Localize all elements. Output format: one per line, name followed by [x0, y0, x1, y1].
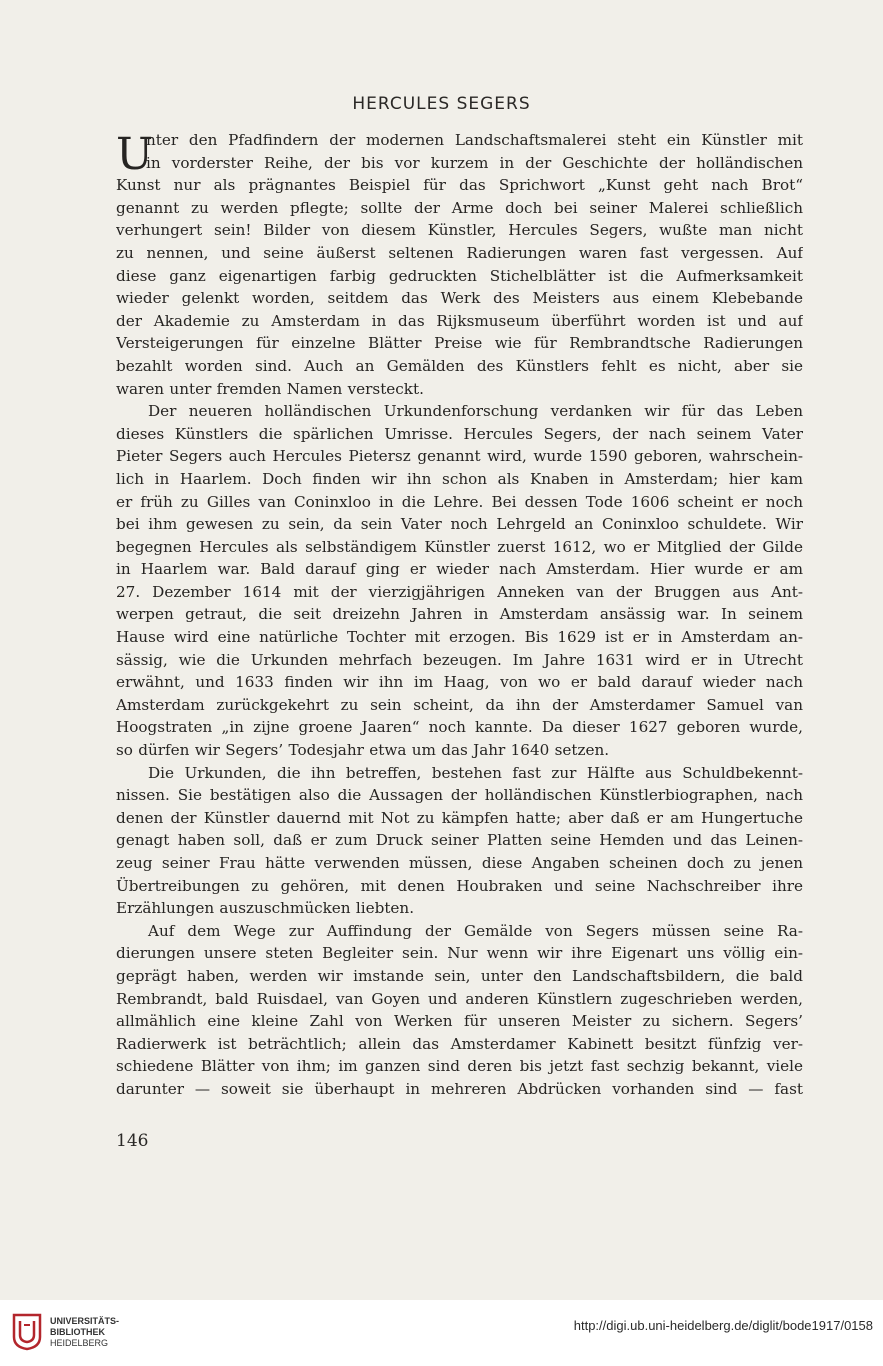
text-line: genannt zu werden pflegte; sollte der Arme doch bei seiner Malerei schließlich [116, 198, 803, 217]
text-line: er früh zu Gilles van Coninxloo in die Lehre. Bei dessen Tode 1606 scheint er noch [116, 492, 803, 511]
text-line: Auf dem Wege zur Auffindung der Gemälde von Segers müssen seine Ra- [148, 921, 803, 940]
university-seal-icon [10, 1311, 44, 1351]
text-line: erwähnt, und 1633 finden wir ihn im Haag, von wo er bald darauf wieder nach [116, 673, 803, 692]
library-name [50, 1316, 119, 1349]
text-line: Hause wird eine natürliche Tochter mit erzogen. Bis 1629 ist er in Amsterdam an- [116, 628, 803, 647]
text-line: Rembrandt, bald Ruisdael, van Goyen und anderen Künstlern zugeschrieben werden, [116, 989, 803, 1008]
text-line: geprägt haben, werden wir imstande sein, unter den Landschaftsbildern, die bald [116, 966, 803, 985]
text-line: zeug seiner Frau hätte verwenden müssen, diese Angaben scheinen doch zu jenen [116, 854, 803, 872]
text-line: Die Urkunden, die ihn betreffen, bestehen fast zur Hälfte aus Schuldbekennt- [148, 763, 803, 782]
text-line: lich in Haarlem. Doch finden wir ihn schon als Knaben in Amsterdam; hier kam [116, 469, 803, 488]
text-line: werpen getraut, die seit dreizehn Jahren in Amsterdam ansässig war. In seinem [116, 605, 803, 624]
page-title: HERCULES SEGERS [352, 94, 531, 114]
text-line: wieder gelenkt worden, seitdem das Werk des Meisters aus einem Klebebande [116, 289, 803, 308]
text-line: 27. Dezember 1614 mit der vierzigjährigen Anneken van der Bruggen aus Ant- [116, 582, 803, 601]
text-line: nter den Pfadfindern der modernen Landschaftsmalerei steht ein Künstler mit [146, 131, 803, 149]
text-line: Kunst nur als prägnantes Beispiel für das Sprichwort „Kunst geht nach Brot“ [116, 176, 803, 195]
text-line: begegnen Hercules als selbständigem Künstler zuerst 1612, wo er Mitglied der Gilde [116, 537, 803, 556]
text-line: bezahlt worden sind. Auch an Gemälden des Künstlers fehlt es nicht, aber sie [116, 356, 803, 375]
text-line: dierungen unsere steten Begleiter sein. Nur wenn wir ihre Eigenart uns völlig ein- [116, 944, 803, 963]
text-line: Pieter Segers auch Hercules Pietersz genannt wird, wurde 1590 geboren, wahrschein- [116, 447, 803, 466]
drop-cap: U [116, 129, 154, 180]
text-line: Versteigerungen für einzelne Blätter Preise wie für Rembrandtsche Radierungen [116, 334, 803, 353]
text-line: Radierwerk ist beträchtlich; allein das Amsterdamer Kabinett besitzt fünfzig ver- [116, 1034, 803, 1053]
text-line: Amsterdam zurückgekehrt zu sein scheint, da ihn der Amsterdamer Samuel van [116, 695, 803, 714]
text-line: bei ihm gewesen zu sein, da sein Vater noch Lehrgeld an Coninxloo schuldete. Wir [116, 515, 803, 534]
text-line: diese ganz eigenartigen farbig gedruckten Stichelblätter ist die Aufmerksamkeit [116, 266, 803, 285]
text-line: dieses Künstlers die spärlichen Umrisse. Hercules Segers, der nach seinem Vater [116, 424, 803, 443]
text-line: allmählich eine kleine Zahl von Werken für unseren Meister zu sichern. Segers’ [116, 1012, 803, 1031]
text-line: darunter — soweit sie überhaupt in mehreren Abdrücken vorhanden sind — fast [116, 1079, 803, 1098]
text-line: waren unter fremden Namen versteckt. [116, 379, 424, 398]
text-line: Erzählungen auszuschmücken liebten. [116, 899, 415, 918]
text-line: Der neueren holländischen Urkundenforschung verdanken wir für das Leben [148, 402, 803, 421]
text-line: schiedene Blätter von ihm; im ganzen sind deren bis jetzt fast sechzig bekannt, viele [116, 1057, 803, 1076]
text-line: so dürfen wir Segers’ Todesjahr etwa um das Jahr 1640 setzen. [116, 741, 610, 760]
text-line: denen der Künstler dauernd mit Not zu kämpfen hatte; aber daß er am Hungertuche [116, 808, 803, 827]
text-line: der Akademie zu Amsterdam in das Rijksmuseum überführt worden ist und auf [116, 311, 803, 330]
text-line: in vorderster Reihe, der bis vor kurzem in der Geschichte der holländischen [146, 153, 803, 172]
text-line: nissen. Sie bestätigen also die Aussagen der holländischen Künstlerbiographen, nach [116, 786, 803, 805]
library-name-line: BIBLIOTHEK [50, 1327, 105, 1337]
text-line: Hoogstraten „in zijne groene Jaaren“ noch kannte. Da dieser 1627 geboren wurde, [116, 718, 803, 737]
text-line: sässig, wie die Urkunden mehrfach bezeugen. Im Jahre 1631 wird er in Utrecht [116, 650, 803, 669]
text-line: Übertreibungen zu gehören, mit denen Houbraken und seine Nachschreiber ihre [116, 876, 803, 895]
library-name-line: HEIDELBERG [50, 1338, 109, 1348]
text-line: in Haarlem war. Bald darauf ging er wieder nach Amsterdam. Hier wurde er am [116, 560, 803, 579]
text-line: zu nennen, und seine äußerst seltenen Radierungen waren fast vergessen. Auf [116, 243, 803, 262]
article-body [116, 129, 803, 1101]
text-line: verhungert sein! Bilder von diesem Künstler, Hercules Segers, wußte man nicht [116, 221, 803, 240]
page-number: 146 [116, 1131, 149, 1151]
library-name-line: UNIVERSITÄTS- [50, 1316, 120, 1326]
footer-bar [0, 1300, 883, 1366]
text-line: genagt haben soll, daß er zum Druck seiner Platten seine Hemden und das Leinen- [116, 831, 803, 850]
source-url-link[interactable]: http://digi.ub.uni-heidelberg.de/diglit/bode1917/0158 [573, 1318, 873, 1333]
